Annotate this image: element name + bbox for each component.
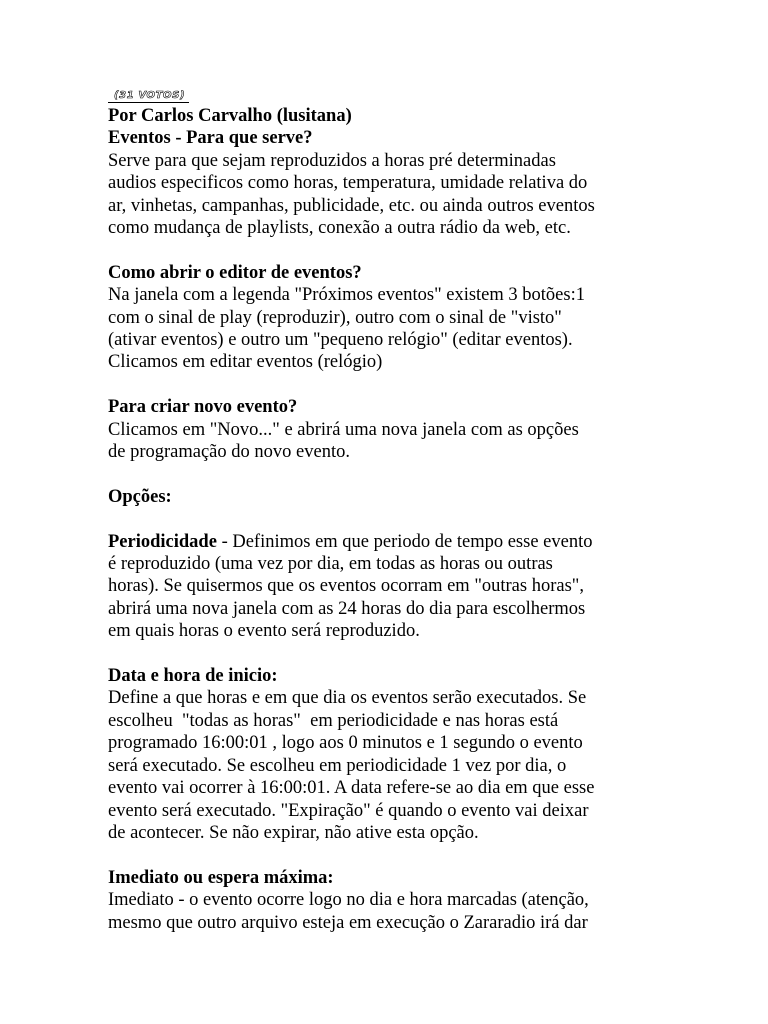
paragraph-line: Clicamos em editar eventos (relógio): [108, 352, 383, 373]
section-heading-imediato: Imediato ou espera máxima:: [108, 867, 334, 888]
paragraph-spacer: [108, 643, 668, 665]
paragraph-line: é reproduzido (uma vez por dia, em todas as horas ou outras: [108, 554, 553, 575]
section-heading-data-hora: Data e hora de inicio:: [108, 666, 278, 687]
paragraph-line: será executado. Se escolheu em periodicidade 1 vez por dia, o: [108, 755, 567, 776]
paragraph-line: em quais horas o evento será reproduzido.: [108, 621, 420, 642]
paragraph-line: ar, vinhetas, campanhas, publicidade, etc. ou ainda outros eventos: [108, 195, 595, 216]
paragraph-line: mesmo que outro arquivo esteja em execução o Zararadio irá dar: [108, 912, 588, 933]
section-heading-criar: Para criar novo evento?: [108, 397, 298, 418]
paragraph-spacer: [108, 463, 668, 485]
paragraph-line: Na janela com a legenda "Próximos eventos" existem 3 botões:1: [108, 285, 585, 306]
author-line: Por Carlos Carvalho (lusitana): [108, 106, 352, 126]
document-page: [108, 82, 668, 934]
paragraph-spacer: [108, 239, 668, 261]
paragraph-line: Serve para que sejam reproduzidos a horas pré determinadas: [108, 150, 556, 171]
periodicidade-first-line: [108, 531, 668, 553]
paragraph-line: audios especificos como horas, temperatura, umidade relativa do: [108, 173, 588, 194]
paragraph-line: com o sinal de play (reproduzir), outro com o sinal de "visto": [108, 307, 562, 328]
paragraph-line: de programação do novo evento.: [108, 442, 350, 463]
paragraph-line: Define a que horas e em que dia os eventos serão executados. Se: [108, 688, 587, 709]
paragraph-spacer: [108, 508, 668, 530]
periodicidade-text: - Definimos em que periodo de tempo esse evento: [216, 531, 593, 552]
section-heading-abrir: Como abrir o editor de eventos?: [108, 262, 362, 283]
paragraph-line: evento vai ocorrer à 16:00:01. A data refere-se ao dia em que esse: [108, 778, 595, 799]
section-heading-opcoes: Opções:: [108, 486, 172, 507]
paragraph-line: (ativar eventos) e outro um "pequeno relógio" (editar eventos).: [108, 330, 573, 351]
paragraph-line: Clicamos em "Novo..." e abrirá uma nova janela com as opções: [108, 419, 579, 440]
paragraph-line: programado 16:00:01 , logo aos 0 minutos e 1 segundo o evento: [108, 733, 583, 754]
paragraph-line: abrirá uma nova janela com as 24 horas do dia para escolhermos: [108, 598, 586, 619]
periodicidade-term: Periodicidade: [108, 531, 217, 552]
paragraph-line: escolheu "todas as horas" em periodicidade e nas horas está: [108, 710, 559, 731]
paragraph-line: como mudança de playlists, conexão a outra rádio da web, etc.: [108, 218, 571, 239]
section-heading-eventos: Eventos - Para que serve?: [108, 128, 313, 149]
paragraph-line: evento será executado. "Expiração" é quando o evento vai deixar: [108, 800, 589, 821]
votes-badge: (31 VOTOS): [108, 90, 189, 103]
paragraph-line: Imediato - o evento ocorre logo no dia e hora marcadas (atenção,: [108, 890, 589, 911]
paragraph-spacer: [108, 844, 668, 866]
paragraph-line: horas). Se quisermos que os eventos ocorram em "outras horas",: [108, 576, 584, 597]
paragraph-spacer: [108, 374, 668, 396]
paragraph-line: de acontecer. Se não expirar, não ative esta opção.: [108, 822, 479, 843]
